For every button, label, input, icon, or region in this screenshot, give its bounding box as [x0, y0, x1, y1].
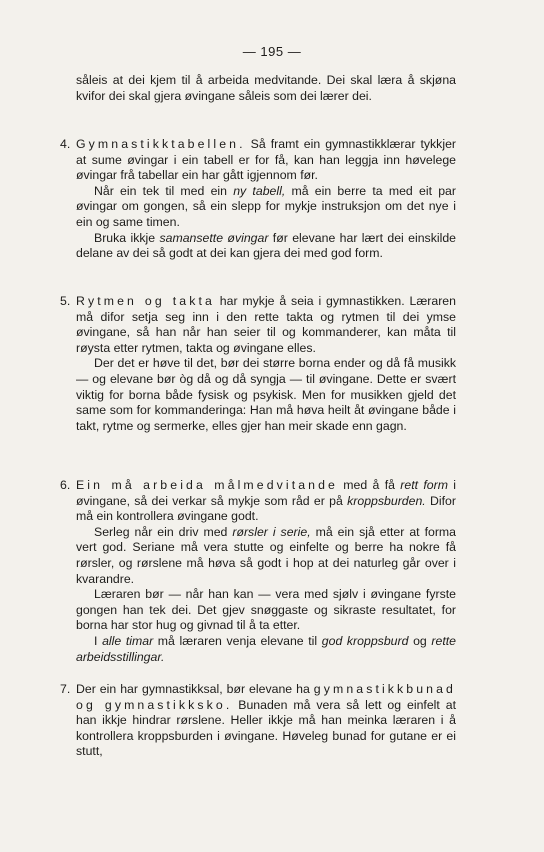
section-4-number: 4. — [60, 137, 71, 151]
section-6-paragraph-1 — [76, 478, 456, 525]
section-5-p1-text: har mykje å seia i gymnastikken. Læraren må difor setja seg inn i den rette takta og rytmen til dei ymse øvingane, så han når han seier til og kommanderer, kan måta til røysta etter rytmen, takta og øvingane elles. — [76, 294, 456, 355]
section-5-paragraph-1 — [76, 294, 456, 356]
section-4-p1-text: Så framt ein gymnastikklærar tykkjer at sume øvingar i ein tabell er for få, kan han leggja inn høvelege øvingar frå tabellar ein har gått igjennom før. — [76, 137, 456, 183]
section-6-paragraph-2 — [76, 525, 456, 587]
section-4-p3-a: Bruka ikkje — [94, 230, 160, 245]
section-6-p4-emphasis-3: rette arbeidsstillingar. — [76, 633, 456, 664]
section-5-paragraph-2: Der det er høve til det, bør dei større borna ender og då få musikk — og elevane bør òg då og då syngja — til øvingane. Dette er svært viktig for borna både fysisk og psykisk. Men for musikken gjeld det same som for kommanderinga: Han må høva heilt åt øvingane både i takt, rytme og sermerke, elles gjer han meir skade enn gagn. — [76, 356, 456, 433]
intro-paragraph — [76, 73, 456, 104]
section-6-p2-emphasis: rørsler i serie, — [232, 524, 311, 539]
section-4-p3-b: før elevane har lært dei einskilde delane av dei så godt at dei kan gjera dei med god form. — [76, 230, 456, 261]
section-5-heading: Rytmen og takta — [76, 294, 215, 308]
intro-text: såleis at dei kjem til å arbeida medvitande. Dei skal læra å skjøna kvifor dei skal gjera øvingane såleis som dei lærer dei. — [76, 73, 456, 103]
section-4-p2-a: Når ein tek til med ein — [94, 183, 234, 198]
section-7 — [60, 682, 456, 760]
section-6-p2-a: Serleg når ein driv med — [94, 524, 233, 539]
section-6-p4-a: I — [94, 633, 103, 648]
section-6-paragraph-4 — [76, 634, 456, 665]
page-number: — 195 — — [242, 44, 302, 59]
section-7-paragraph-1 — [76, 682, 456, 760]
section-6-p1-emphasis-2: kroppsburden. — [347, 493, 426, 508]
section-6-p4-emphasis-2: god kroppsburd — [321, 633, 409, 648]
section-7-number: 7. — [60, 682, 71, 696]
section-4-p2-emphasis: ny tabell, — [233, 183, 286, 198]
section-4 — [60, 137, 456, 262]
section-7-p1-b: Bunaden må vera så lett og einfelt at han ikkje hindrar rørslene. Heller ikkje må han meinka læraren i å kontrollera kroppsburden i øvingane. Høveleg bunad for gutane er ei stutt, — [76, 697, 456, 759]
section-6-heading: Ein må arbeida målmedvitande — [76, 478, 338, 492]
section-4-paragraph-2 — [76, 184, 456, 231]
section-4-p3-emphasis: samansette øvingar — [159, 230, 269, 245]
section-6-p4-emphasis-1: alle timar — [102, 633, 154, 648]
section-7-p1-a: Der ein har gymnastikksal, bør elevane ha — [76, 682, 314, 696]
section-6 — [60, 478, 457, 665]
section-6-p2-b: må ein sjå etter at forma vert god. Seriane må vera stutte og einfelte og berre ha nokre få rørsler, og rørslene må høva så godt i hop at dei naturleg går over i kvarandre. — [76, 524, 457, 586]
section-5 — [60, 294, 456, 434]
section-4-heading: Gymnastikktabellen. — [76, 137, 246, 151]
section-6-p4-c: og — [408, 633, 432, 648]
section-6-p1-c: Difor må ein kontrollera øvingane godt. — [76, 493, 456, 524]
section-6-p1-b: i øvingane, så dei verkar så mykje som råd er på — [76, 478, 456, 508]
section-6-paragraph-3: Læraren bør — når han kan — vera med sjølv i øvingane fyrste gongen han tek dei. Det gjev snøggaste og sikraste resultatet, for borna har stor hug og givnad til å ta etter. — [76, 587, 456, 633]
section-5-number: 5. — [60, 294, 71, 308]
section-6-p1-emphasis-1: rett form — [400, 478, 448, 492]
section-4-paragraph-1 — [76, 137, 456, 184]
section-4-paragraph-3 — [76, 231, 456, 262]
section-7-spaced-term: gymnastikkbunad og gymnastikksko. — [76, 682, 456, 712]
section-6-number: 6. — [60, 478, 71, 492]
section-4-p2-b: må ein berre ta med eit par øvingar om gongen, så ein slepp for mykje instruksjon om det nye i ein og same timen. — [76, 183, 456, 229]
section-6-p1-a: med å få — [338, 478, 401, 492]
section-6-p4-b: må læraren venja elevane til — [153, 633, 322, 648]
